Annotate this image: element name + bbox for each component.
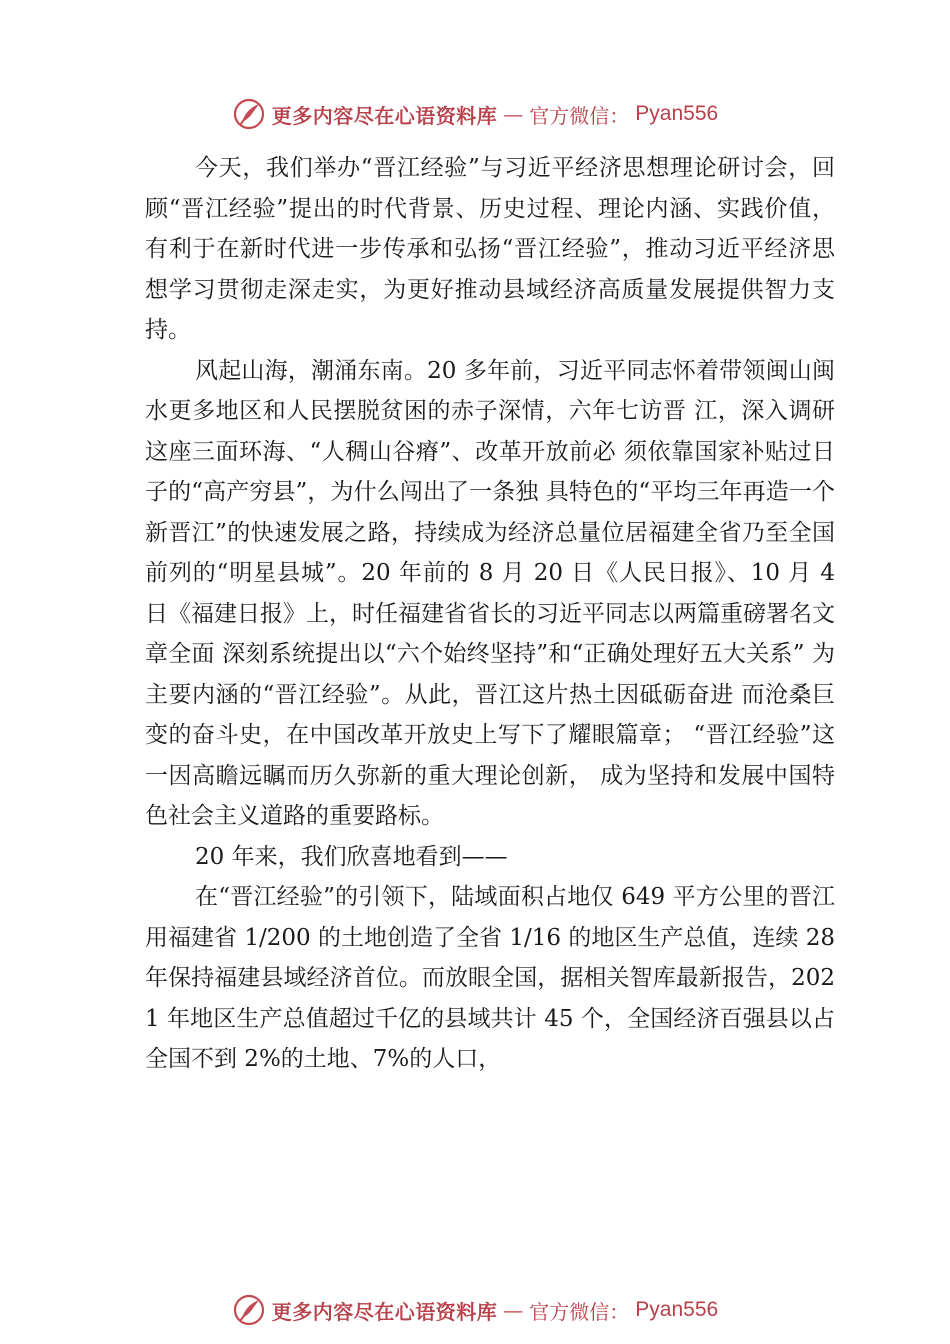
banner-wechat-id: Pyan556 [635,102,719,125]
paragraph-transition: 20 年来，我们欣喜地看到—— [195,843,508,870]
quill-pen-logo-icon [232,97,266,131]
banner-wechat-id: Pyan556 [635,1298,719,1321]
banner-separator: — [503,1298,524,1322]
quill-pen-logo-icon [232,1293,266,1327]
banner-wechat-label: 官方微信： [529,103,630,128]
banner-text: 更多内容尽在心语资料库 [271,1299,498,1324]
banner-text: 更多内容尽在心语资料库 [271,103,498,128]
banner-separator: — [503,102,524,126]
document-body [145,148,835,1080]
banner-wechat-label: 官方微信： [529,1299,630,1324]
footer-banner [0,1290,950,1330]
paragraph-achievements: 在“晋江经验”的引领下，陆域面积占地仅 649 平方公里的晋江用福建省 1/200 的土地创造了全省 1/16 的地区生产总值，连续 28 年保持福建县域经济首位。而放眼全国，据相关智库最新报告，2021 年地区生产总值超过千亿的县域共计 45 个，全国经济百强县以占全国不到 2%的土地、7%的人口， [145,884,835,1072]
paragraph-history: 风起山海，潮涌东南。20 多年前，习近平同志怀着带领闽山闽水更多地区和人民摆脱贫困的赤子深情，六年七访晋 江，深入调研这座三面环海、“人稠山谷瘠”、改革开放前必 须依靠国家补贴过日子的“高产穷县”，为什么闯出了一条独 具特色的“平均三年再造一个新晋江”的快速发展之路，持续成为经济总量位居福建全省乃至全国前列的“明星县城”。20 年前的 8 月 20 日《人民日报》、10 月 4 日《福建日报》上，时任福建省省长的习近平同志以两篇重磅署名文章全面 深刻系统提出以“六个始终坚持”和“正确处理好五大关系” 为主要内涵的“晋江经验”。从此，晋江这片热土因砥砺奋进 而沧桑巨变的奋斗史，在中国改革开放史上写下了耀眼篇章； “晋江经验”这一因高瞻远瞩而历久弥新的重大理论创新， 成为坚持和发展中国特色社会主义道路的重要路标。 [145,357,835,829]
paragraph-intro: 今天，我们举办“晋江经验”与习近平经济思想理论研讨会，回顾“晋江经验”提出的时代背景、历史过程、理论内涵、实践价值，有利于在新时代进一步传承和弘扬“晋江经验”，推动习近平经济思想学习贯彻走深走实，为更好推动县域经济高质量发展提供智力支持。 [145,155,835,343]
header-banner [0,94,950,134]
